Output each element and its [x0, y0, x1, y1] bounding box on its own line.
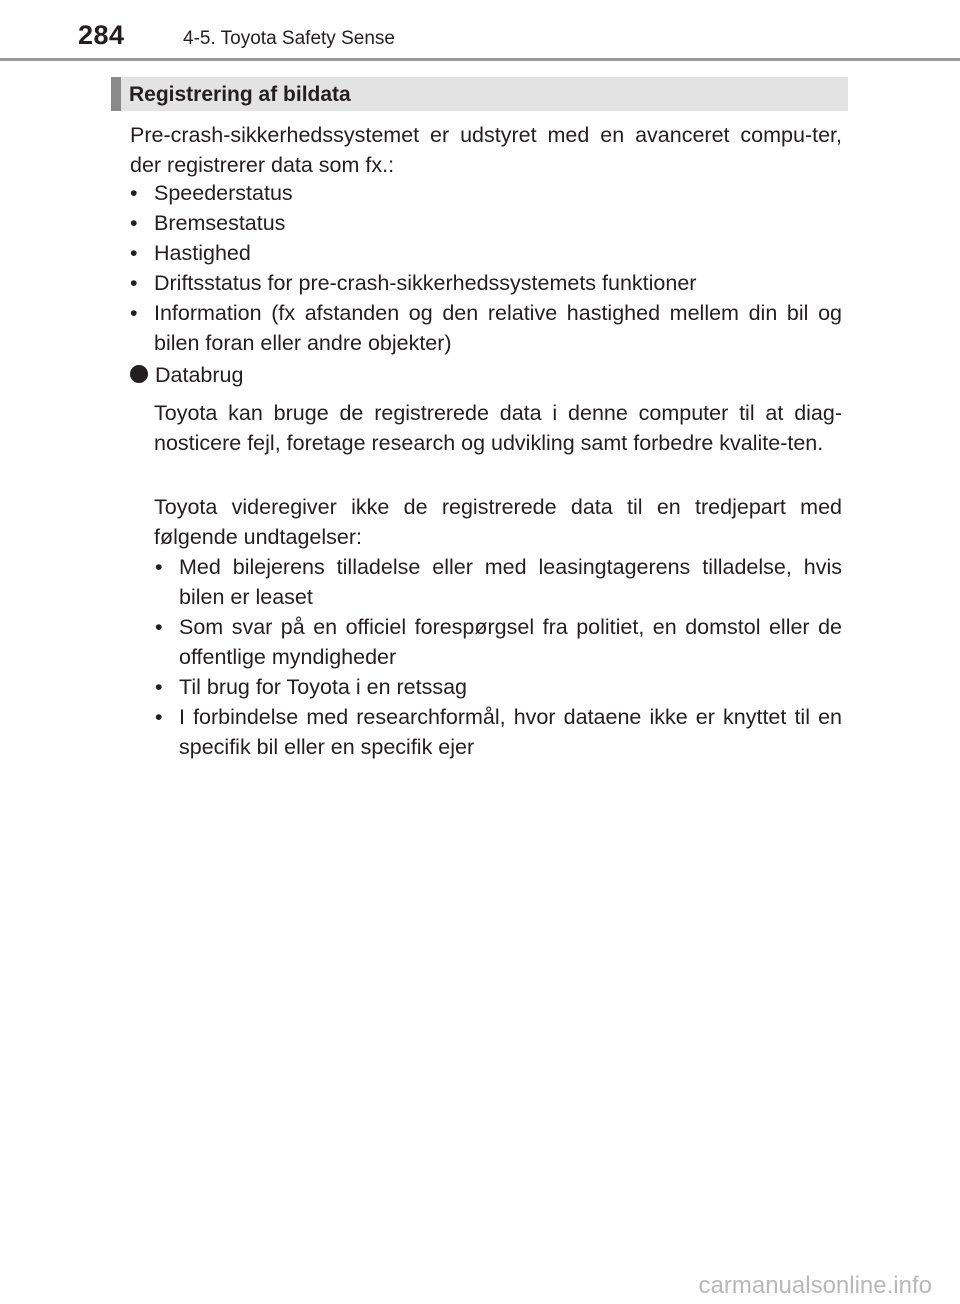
list-item [155, 702, 842, 762]
list-item [130, 238, 842, 268]
header-rule [0, 58, 960, 61]
list-item-text: Speederstatus [154, 181, 293, 205]
bullet-marker: • [130, 301, 138, 325]
bullet-marker: • [130, 241, 138, 265]
list-item [130, 268, 842, 298]
section-title: Registrering af bildata [129, 83, 351, 106]
filled-circle-icon [130, 365, 148, 383]
intro-paragraph: Pre-crash-sikkerhedssystemet er udstyret med en avanceret compu-ter, der registrerer data som fx.: [130, 123, 842, 177]
list-item [130, 208, 842, 238]
list-item-text: Som svar på en officiel forespørgsel fra politiet, en domstol eller de offentlige myndigheder [179, 615, 842, 669]
list-item-text: Hastighed [154, 241, 251, 265]
site-watermark: carmanualsonline.info [698, 1272, 932, 1299]
page-header [0, 0, 960, 60]
disclosure-paragraph: Toyota videregiver ikke de registrerede data til en tredjepart med følgende undtagelser: [154, 495, 842, 549]
list-item [155, 552, 842, 612]
list-item-text: Driftsstatus for pre-crash-sikkerhedssystemets funktioner [154, 271, 697, 295]
chapter-title: 4-5. Toyota Safety Sense [183, 28, 395, 49]
list-item [155, 612, 842, 672]
list-item [130, 298, 842, 358]
data-use-paragraph: Toyota kan bruge de registrerede data i denne computer til at diag-nosticere fejl, foretage research og udvikling samt forbedre kvalite-ten. [154, 401, 842, 455]
bullet-marker: • [155, 615, 163, 639]
bullet-marker: • [130, 181, 138, 205]
section-heading-bar [111, 77, 848, 111]
recorded-data-list [130, 178, 842, 358]
bullet-marker: • [155, 705, 163, 729]
list-item-text: I forbindelse med researchformål, hvor dataene ikke er knyttet til en specifik bil eller en specifik ejer [179, 705, 842, 759]
data-use-heading-label: Databrug [155, 363, 244, 387]
bullet-marker: • [155, 555, 163, 579]
list-item [155, 672, 842, 702]
section-heading-accent [111, 77, 121, 111]
exceptions-list [155, 552, 842, 762]
list-item-text: Information (fx afstanden og den relative hastighed mellem din bil og bilen foran eller andre objekter) [154, 301, 842, 355]
list-item-text: Bremsestatus [154, 211, 286, 235]
bullet-marker: • [130, 271, 138, 295]
list-item [130, 178, 842, 208]
bullet-marker: • [155, 675, 163, 699]
page-number: 284 [78, 20, 125, 50]
list-item-text: Til brug for Toyota i en retssag [179, 675, 468, 699]
bullet-marker: • [130, 211, 138, 235]
list-item-text: Med bilejerens tilladelse eller med leasingtagerens tilladelse, hvis bilen er leaset [179, 555, 842, 609]
